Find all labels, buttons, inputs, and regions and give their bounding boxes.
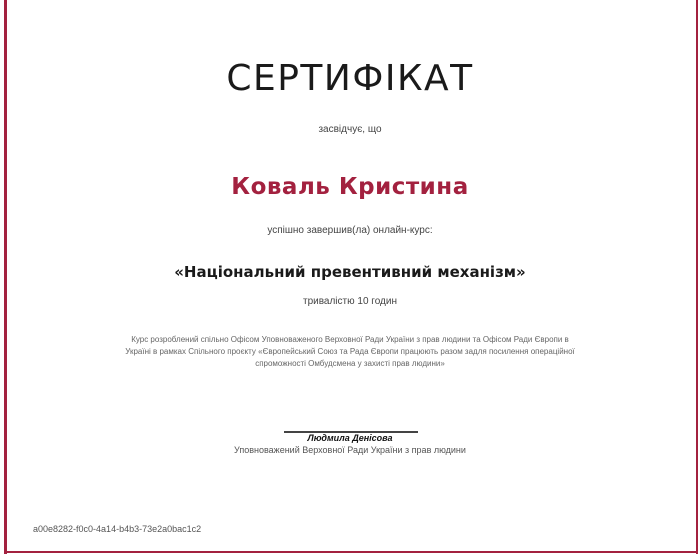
- frame-bottom-border: [4, 551, 698, 553]
- course-description: Курс розроблений спільно Офісом Уповноваженого Верховної Ради України з прав людини та Офісом Ради Європи в Україні в рамках Спільного проєкту «Європейський Союз та Рада Європи працюють разом задля посилення операційної спроможності Омбудсмена у захисті прав людини»: [125, 335, 575, 368]
- completed-text: успішно завершив(ла) онлайн-курс:: [267, 225, 433, 236]
- certifies-text: засвідчує, що: [318, 124, 382, 135]
- recipient-name: Коваль Кристина: [231, 174, 469, 200]
- certificate-title: СЕРТИФІКАТ: [226, 58, 474, 99]
- signer-name: Людмила Денісова: [307, 433, 393, 443]
- signer-title: Уповноважений Верховної Ради України з прав людини: [234, 445, 466, 455]
- course-title: «Національний превентивний механізм»: [174, 263, 526, 281]
- certificate-id: a00e8282-f0c0-4a14-b4b3-73e2a0bac1c2: [33, 524, 202, 534]
- duration-text: тривалістю 10 годин: [302, 296, 398, 307]
